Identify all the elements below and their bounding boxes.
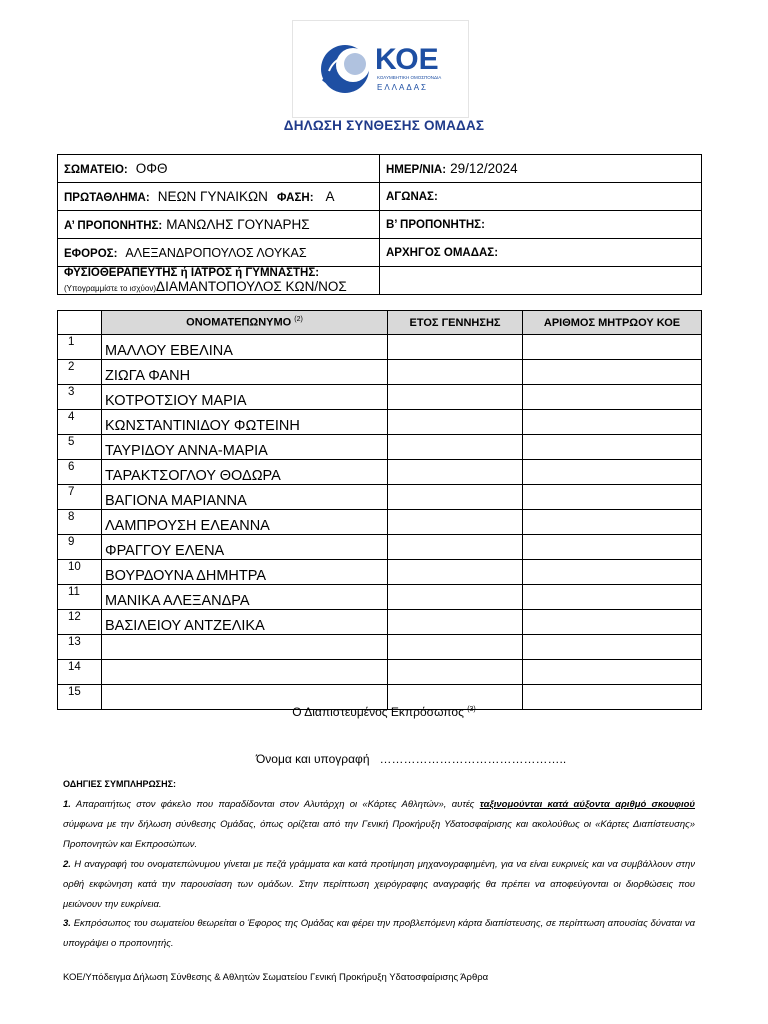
name-header-note: (2) — [294, 316, 303, 324]
physio-cell[interactable] — [58, 267, 380, 295]
row-number: 15 — [58, 685, 102, 710]
registry-number-cell[interactable] — [523, 435, 702, 460]
date-label: ΗΜΕΡ/ΝΙΑ: — [386, 164, 447, 176]
coach-a-label: Α’ ΠΡΟΠΟΝΗΤΗΣ: — [64, 220, 163, 232]
registry-number-cell[interactable] — [523, 610, 702, 635]
birth-year-cell[interactable] — [388, 560, 523, 585]
athlete-name[interactable]: ΒΑΓΙΟΝΑ ΜΑΡΙΑΝΝΑ — [102, 485, 388, 510]
instruction-1 — [63, 795, 695, 855]
roster-row — [58, 435, 702, 460]
birth-year-cell[interactable] — [388, 460, 523, 485]
captain-label: ΑΡΧΗΓΟΣ ΟΜΑΔΑΣ: — [386, 246, 499, 259]
athlete-name[interactable]: ΛΑΜΠΡΟΥΣΗ ΕΛΕΑΝΝΑ — [102, 510, 388, 535]
info-row — [58, 211, 702, 239]
physio-sub-label: (Υπογραμμίστε το ισχύον) — [64, 284, 157, 293]
instruction-3 — [63, 914, 695, 954]
info-row — [58, 267, 702, 295]
manager-cell[interactable] — [58, 239, 380, 267]
registry-number-cell[interactable] — [523, 335, 702, 360]
registry-number-cell[interactable] — [523, 635, 702, 660]
instruction-1-text-a: Απαραιτήτως στον φάκελο που παραδίδονται στον Αλυτάρχη οι «Κάρτες Αθλητών», αυτές — [75, 799, 475, 810]
club-label: ΣΩΜΑΤΕΙΟ: — [64, 164, 128, 176]
birth-year-cell[interactable] — [388, 385, 523, 410]
phase-value: Α — [325, 189, 335, 204]
instruction-3-number: 3. — [63, 918, 71, 929]
athlete-name[interactable]: ΒΑΣΙΛΕΙΟΥ ΑΝΤΖΕΛΙΚΑ — [102, 610, 388, 635]
registry-number-cell[interactable] — [523, 660, 702, 685]
registry-number-cell[interactable] — [523, 460, 702, 485]
representative-caption — [0, 705, 768, 719]
physio-label: ΦΥΣΙΟΘΕΡΑΠΕΥΤΗΣ ή ΙΑΤΡΟΣ ή ΓΥΜΝΑΣΤΗΣ: — [64, 267, 320, 279]
athlete-name[interactable]: ΤΑΥΡΙΔΟΥ ΑΝΝΑ-ΜΑΡΙΑ — [102, 435, 388, 460]
row-number: 1 — [58, 335, 102, 360]
instruction-2-number: 2. — [63, 859, 71, 870]
roster-row — [58, 335, 702, 360]
instruction-2-text: Η αναγραφή του ονοματεπώνυμου γίνεται με πεζά γράμματα και κατά προτίμηση μηχανογραφημένη, για να είναι ευκρινείς και να συμβάλλουν στην ορθή εκφώνηση κατά την παρουσίαση των ομάδων. Στην περίπτωση χειρόγραφης αναγραφής θα πρέπει να αποφεύγονται οι διορθώσεις που μειώνουν την ευκρίνεια. — [63, 859, 696, 910]
row-number: 7 — [58, 485, 102, 510]
roster-row — [58, 485, 702, 510]
birth-year-cell[interactable] — [388, 535, 523, 560]
roster-row — [58, 510, 702, 535]
info-row — [58, 183, 702, 211]
representative-note: (3) — [467, 706, 476, 713]
row-number: 12 — [58, 610, 102, 635]
row-number: 5 — [58, 435, 102, 460]
roster-row — [58, 660, 702, 685]
coach-b-cell[interactable] — [380, 211, 702, 239]
registry-number-cell[interactable] — [523, 385, 702, 410]
row-number: 9 — [58, 535, 102, 560]
club-value: ΟΦΘ — [135, 161, 168, 176]
signature-dots: ……………………………………….. — [379, 752, 567, 766]
number-header — [58, 311, 102, 335]
championship-label: ΠΡΩΤΑΘΛΗΜΑ: — [64, 192, 150, 204]
birth-year-cell[interactable] — [388, 485, 523, 510]
physio-value: ΔΙΑΜΑΝΤΟΠΟΥΛΟΣ ΚΩΝ/ΝΟΣ — [156, 279, 347, 294]
coach-a-cell[interactable] — [58, 211, 380, 239]
roster-row — [58, 385, 702, 410]
birth-year-cell[interactable] — [388, 585, 523, 610]
info-row — [58, 155, 702, 183]
registry-header: ΑΡΙΘΜΟΣ ΜΗΤΡΩΟΥ ΚΟΕ — [523, 311, 702, 335]
birth-year-cell[interactable] — [388, 410, 523, 435]
instruction-3-text: Εκπρόσωπος του σωματείου θεωρείται ο Έφορος της Ομάδας και φέρει την προβλεπόμενη κάρτα διαπίστευσης, σε περίπτωση απουσίας δύναται να υπογράψει ο προπονητής. — [63, 918, 695, 949]
coach-a-value: ΜΑΝΩΛΗΣ ΓΟΥΝΑΡΗΣ — [166, 217, 310, 232]
coach-b-label: Β’ ΠΡΟΠΟΝΗΤΗΣ: — [386, 218, 485, 231]
athlete-name[interactable]: ΚΟΤΡΟΤΣΙΟΥ ΜΑΡΙΑ — [102, 385, 388, 410]
manager-label: ΕΦΟΡΟΣ: — [64, 247, 118, 260]
signature-label: Όνομα και υπογραφή — [256, 752, 370, 766]
manager-value: ΑΛΕΞΑΝΔΡΟΠΟΥΛΟΣ ΛΟΥΚΑΣ — [125, 245, 307, 260]
signature-line[interactable] — [256, 752, 566, 766]
athlete-name[interactable]: ΚΩΝΣΤΑΝΤΙΝΙΔΟΥ ΦΩΤΕΙΝΗ — [102, 410, 388, 435]
birth-year-cell[interactable] — [388, 335, 523, 360]
logo-brand: ΚΟΕ — [375, 43, 439, 76]
row-number: 11 — [58, 585, 102, 610]
roster-row — [58, 585, 702, 610]
athlete-name[interactable]: ΦΡΑΓΓΟΥ ΕΛΕΝΑ — [102, 535, 388, 560]
athlete-name[interactable]: ΜΑΛΛΟΥ ΕΒΕΛΙΝΑ — [102, 335, 388, 360]
roster-header-row — [58, 311, 702, 335]
birth-year-cell[interactable] — [388, 510, 523, 535]
date-value: 29/12/2024 — [450, 161, 518, 176]
birth-year-cell[interactable] — [388, 610, 523, 635]
match-label: ΑΓΩΝΑΣ: — [386, 190, 438, 203]
athlete-name[interactable] — [102, 635, 388, 660]
logo-sub1: ΚΟΛΥΜΒΗΤΙΚΗ ΟΜΟΣΠΟΝΔΙΑ — [377, 75, 442, 80]
athlete-name[interactable]: ΒΟΥΡΔΟΥΝΑ ΔΗΜΗΤΡΑ — [102, 560, 388, 585]
instruction-1-number: 1. — [63, 799, 71, 810]
birth-year-cell[interactable] — [388, 435, 523, 460]
championship-cell[interactable] — [58, 183, 380, 211]
registry-number-cell[interactable] — [523, 485, 702, 510]
roster-row — [58, 360, 702, 385]
instruction-2 — [63, 855, 695, 915]
row-number: 6 — [58, 460, 102, 485]
birth-year-cell[interactable] — [388, 635, 523, 660]
athlete-name[interactable]: ΤΑΡΑΚΤΣΟΓΛΟΥ ΘΟΔΩΡΑ — [102, 460, 388, 485]
athlete-name[interactable] — [102, 660, 388, 685]
row-number: 2 — [58, 360, 102, 385]
roster-row — [58, 610, 702, 635]
empty-cell[interactable] — [380, 267, 702, 295]
birth-year-cell[interactable] — [388, 660, 523, 685]
roster-body — [58, 335, 702, 710]
instructions-title: ΟΔΗΓΙΕΣ ΣΥΜΠΛΗΡΩΣΗΣ: — [63, 779, 176, 789]
roster-row — [58, 460, 702, 485]
row-number: 8 — [58, 510, 102, 535]
roster-row — [58, 560, 702, 585]
roster-row — [58, 635, 702, 660]
registry-number-cell[interactable] — [523, 560, 702, 585]
birth-year-cell[interactable] — [388, 360, 523, 385]
row-number: 14 — [58, 660, 102, 685]
registry-number-cell[interactable] — [523, 535, 702, 560]
match-cell[interactable] — [380, 183, 702, 211]
instruction-1-emphasis: ταξινομούνται κατά αύξοντα αριθμό σκουφιού — [479, 799, 696, 810]
info-row — [58, 239, 702, 267]
registry-number-cell[interactable] — [523, 510, 702, 535]
registry-number-cell[interactable] — [523, 410, 702, 435]
row-number: 4 — [58, 410, 102, 435]
name-header — [102, 311, 388, 335]
championship-value: ΝΕΩΝ ΓΥΝΑΙΚΩΝ — [157, 189, 268, 204]
logo-sub2: ΕΛΛΑΔΑΣ — [377, 83, 428, 92]
row-number: 13 — [58, 635, 102, 660]
team-info-table — [57, 154, 702, 295]
roster-row — [58, 410, 702, 435]
row-number: 3 — [58, 385, 102, 410]
captain-cell[interactable] — [380, 239, 702, 267]
date-cell[interactable] — [380, 155, 702, 183]
koe-logo — [292, 20, 469, 118]
row-number: 10 — [58, 560, 102, 585]
document-title: ΔΗΛΩΣΗ ΣΥΝΘΕΣΗΣ ΟΜΑΔΑΣ — [283, 118, 485, 133]
name-header-label: ΟΝΟΜΑΤΕΠΩΝΥΜΟ — [186, 316, 292, 329]
athlete-name[interactable]: ΜΑΝΙΚΑ ΑΛΕΞΑΝΔΡΑ — [102, 585, 388, 610]
koe-emblem-icon — [293, 21, 468, 117]
page-footer: ΚΟΕ/Υπόδειγμα Δήλωση Σύνθεσης & Αθλητών Σωματείου Γενική Προκήρυξη Υδατοσφαίρισης Άρθρα — [63, 972, 489, 983]
club-cell[interactable] — [58, 155, 380, 183]
registry-number-cell[interactable] — [523, 585, 702, 610]
registry-number-cell[interactable] — [523, 360, 702, 385]
birth-year-header: ΕΤΟΣ ΓΕΝΝΗΣΗΣ — [388, 311, 523, 335]
roster-table — [57, 310, 702, 710]
instruction-1-text-c: σύμφωνα με την δήλωση σύνθεσης Ομάδας, όπως ορίζεται από την Γενική Προκήρυξη Υδατοσφαίρισης και ακολούθως οι «Κάρτες Διαπίστευσης» Προπονητών και Εκπροσώπων. — [63, 819, 695, 850]
athlete-name[interactable]: ΖΙΩΓΑ ΦΑΝΗ — [102, 360, 388, 385]
phase-label: ΦΑΣΗ: — [277, 192, 314, 204]
roster-row — [58, 535, 702, 560]
representative-text: Ο Διαπιστευμένος Εκπρόσωπος — [292, 705, 464, 719]
